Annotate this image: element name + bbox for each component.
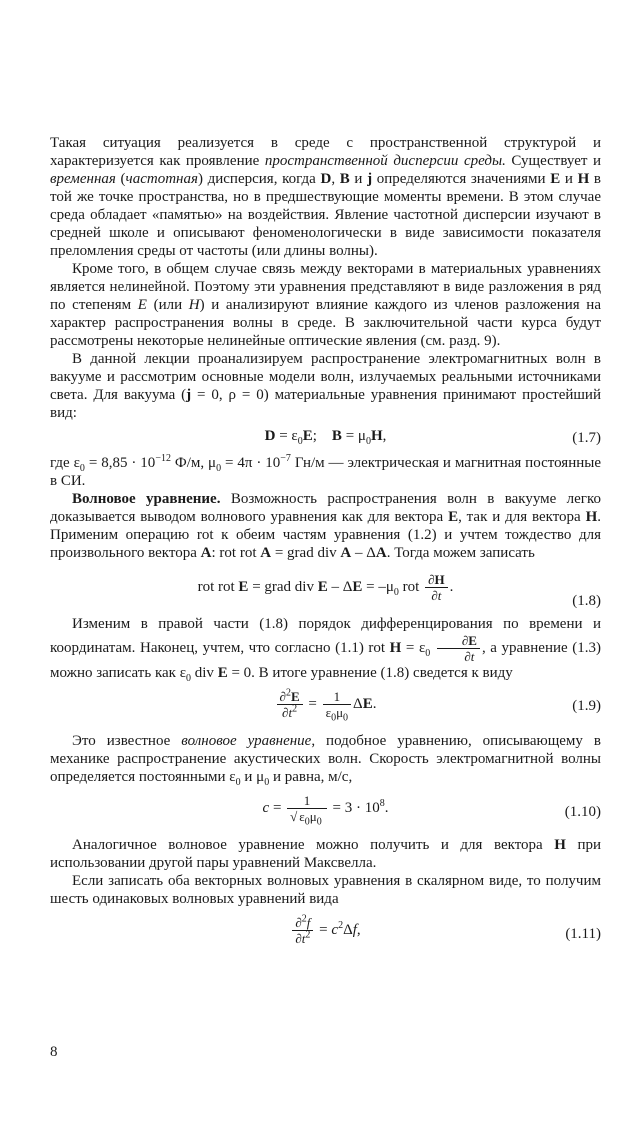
- section-heading: Волновое уравнение.: [72, 491, 221, 507]
- paragraph-1: Такая ситуация реализуется в среде с пространственной структурой и характеризуется как проявление пространственной дисперсии среды. Существует и временная (частотная) дисперсия, когда D, B и j определяются значениями E и H в той же точке пространства, но в предшествующие моменты времени. В этом случае среда обладает «памятью» на воздействия. Явление частотной дисперсии изучают в средней школе и описывают феноменологически в виде зависимости показателя преломления среды от частоты (или длины волны).: [50, 135, 602, 259]
- paragraph-8: Аналогичное волновое уравнение можно получить и для вектора H при использовании другой пары уравнений Максвелла.: [50, 837, 601, 871]
- equation-number: (1.8): [572, 593, 601, 609]
- equation-number: (1.7): [572, 430, 601, 446]
- paragraph-6: Изменим в правой части (1.8) порядок дифференцирования по времени и координатам. Наконец, учтем, что согласно (1.1) rot $H = \varepsilon_0$ $\frac{\partial E}{\partial t}$ , а уравнение (1.3) можно записать как $\varepsilon_0$ div E = 0. В итоге уравнение (1.8) сведется к виду: [50, 616, 601, 684]
- page-content: [50, 134, 601, 958]
- paragraph-2: Кроме того, в общем случае связь между векторами в материальных уравнениях является нелинейной. Поэтому эти уравнения представляют в виде разложения в ряд по степеням E (или H) и анализируют влияние каждого из членов разложения на характер распространения волны в среде. В заключительной части курса будут рассмотрены некоторые нелинейные оптические явления (см. разд. 9).: [50, 261, 601, 349]
- paragraph-4: где $\varepsilon_0 = 8,85 \cdot 10^{-12}$ Ф/м, $\mu_0 = 4\pi \cdot 10^{-7}$ Гн/м — электрическая и магнитная постоянные в СИ.: [50, 453, 601, 489]
- equation-1-11: $\frac{\partial^2f}{\partial t^2}$ = $c^2\Delta f$, (1.11): [50, 913, 601, 953]
- equation-1-7: $D = \varepsilon_0E$; $B = \mu_0H$, (1.7): [264, 428, 601, 447]
- equation-number: (1.10): [564, 804, 601, 820]
- paragraph-7: Это известное волновое уравнение, подобное уравнению, описывающему в механике распространение акустических волн. Скорость электромагнитной волны определяется постоянными $\varepsilon_0$ и $\mu_0$ и равна, м/с,: [50, 733, 601, 788]
- paragraph-5: Волновое уравнение. Возможность распространения волн в вакууме легко доказывается выводом волнового уравнения как для вектора E, так и для вектора H. Применим операцию rot к обеим частям уравнения (1.2) и учтем тождество для произвольного вектора A: rot rot A = grad div A – ΔA. Тогда можем записать: [50, 491, 601, 561]
- equation-number: (1.9): [572, 698, 601, 714]
- page-number: 8: [50, 1044, 58, 1060]
- equation-1-9: $\frac{\partial^2E}{\partial t^2}$ = $\frac{1}{\varepsilon_0\mu_0}$ ΔE. (1.9): [50, 687, 601, 727]
- equation-1-10: c = $\frac{1}{√ \varepsilon_0\mu_0}$ = $3 \cdot 10^8$. (1.10): [262, 793, 601, 828]
- equation-1-8: rot rot E = grad div $E - \Delta E = -\mu_0$ rot $\frac{\partial H}{\partial t}$ . (1.8): [197, 572, 601, 609]
- paragraph-9: Если записать оба векторных волновых уравнения в скалярном виде, то получим шесть одинаковых волновых уравнений вида: [50, 873, 601, 907]
- equation-number: (1.11): [565, 926, 601, 942]
- paragraph-3: В данной лекции проанализируем распространение электромагнитных волн в вакууме и рассмотрим основные модели волн, излучаемых реальными источниками света. Для вакуума (j = 0, ρ = 0) материальные уравнения принимают простейший вид:: [50, 351, 601, 421]
